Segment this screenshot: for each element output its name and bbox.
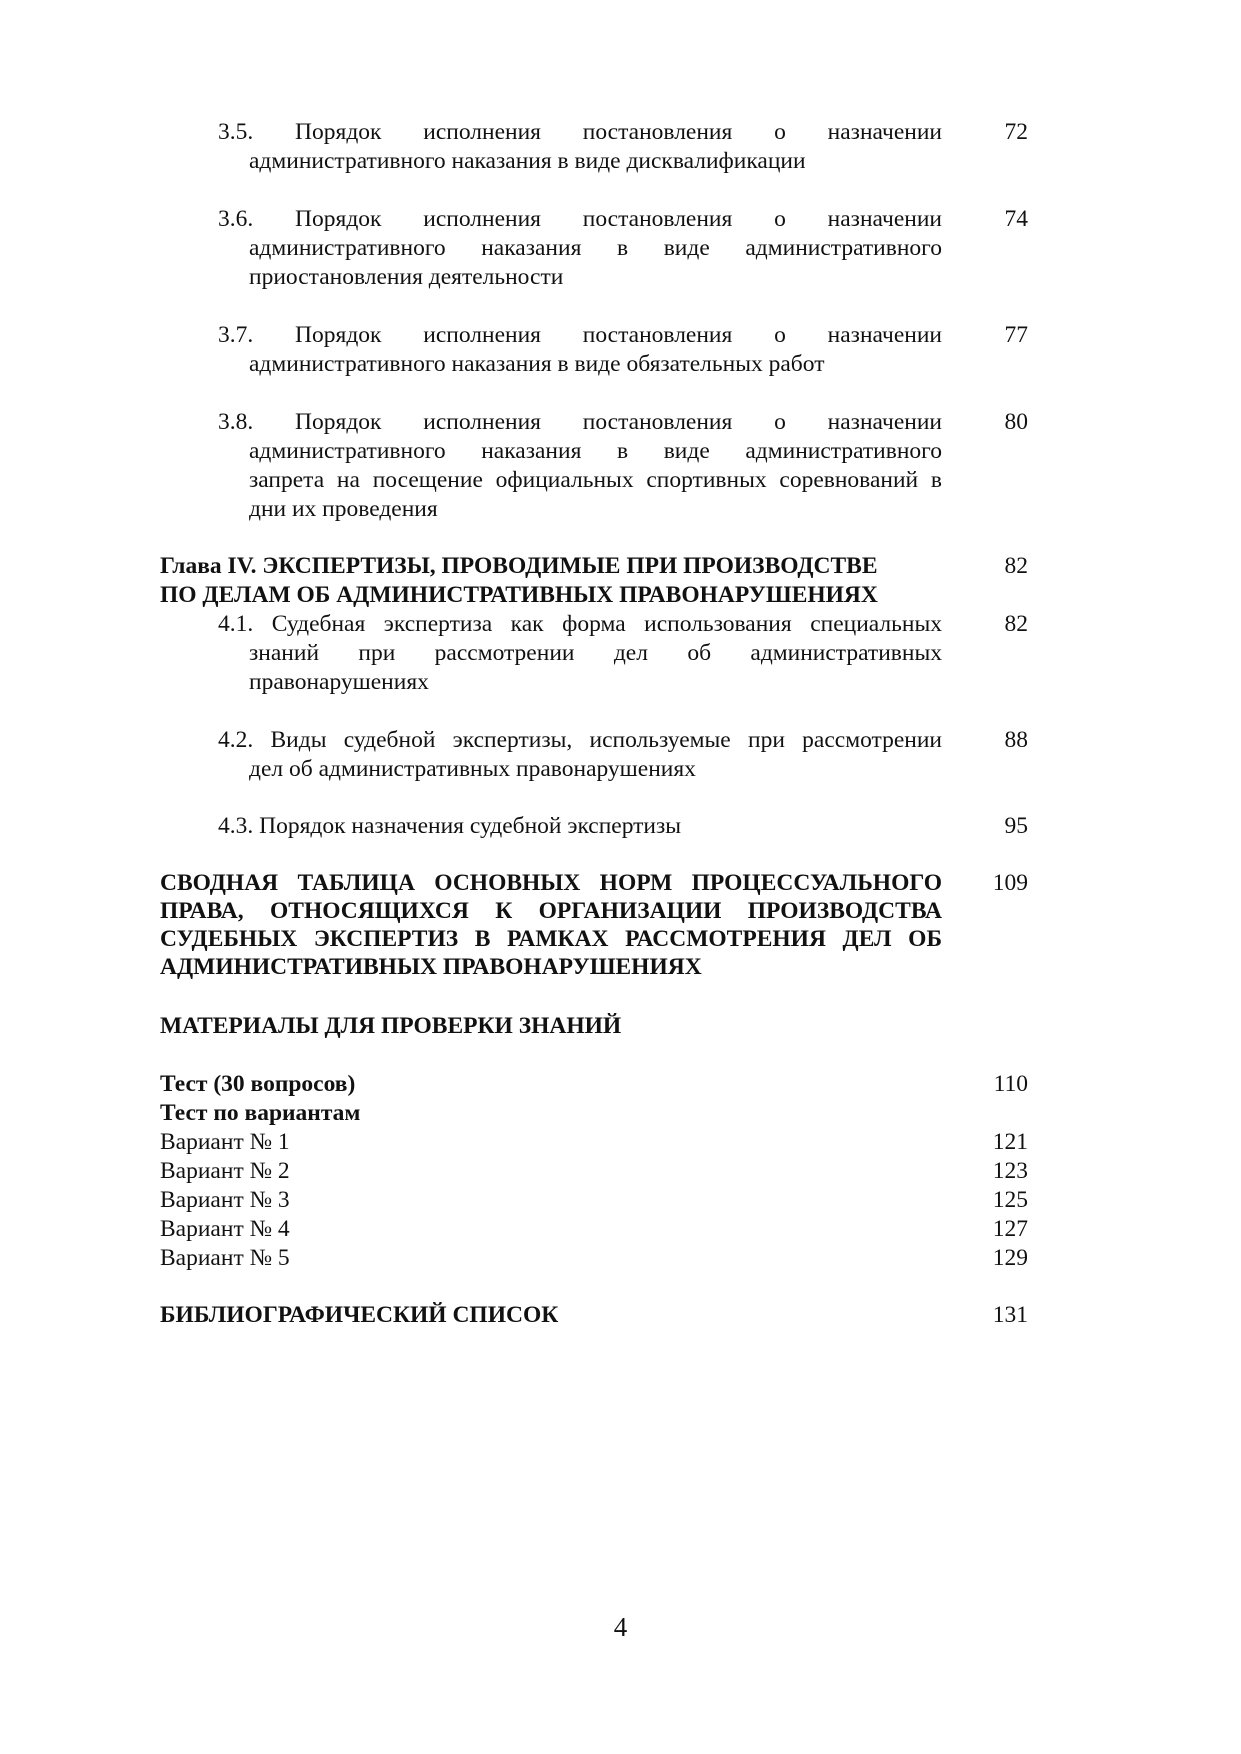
toc-page-number: 109 xyxy=(992,870,1028,896)
toc-page-number: 121 xyxy=(992,1129,1028,1155)
toc-chapter-title xyxy=(160,552,935,609)
toc-variant-label: Вариант № 3 xyxy=(160,1187,290,1213)
toc-page-number: 72 xyxy=(1004,119,1028,145)
toc-page-number: 77 xyxy=(1004,322,1028,348)
toc-entry-line: административного наказания в виде административного xyxy=(249,235,942,261)
toc-page-number: 80 xyxy=(1004,409,1028,435)
toc-entry-line: правонарушениях xyxy=(249,669,429,695)
toc-entry-line: 4.2. Виды судебной экспертизы, используемые при рассмотрении xyxy=(218,727,942,753)
toc-entry-line: ПО ДЕЛАМ ОБ АДМИНИСТРАТИВНЫХ ПРАВОНАРУШЕНИЯХ xyxy=(160,581,878,608)
toc-page-number: 127 xyxy=(992,1216,1028,1242)
toc-summary-title xyxy=(160,869,942,982)
toc-page-number: 131 xyxy=(992,1302,1028,1328)
toc-entry-line: 3.6. Порядок исполнения постановления о назначении xyxy=(218,206,942,232)
toc-page-number: 110 xyxy=(993,1071,1028,1097)
toc-page-number: 95 xyxy=(1004,813,1028,839)
toc-entry-line: административного наказания в виде дисквалификации xyxy=(249,148,806,174)
toc-entry-line: 4.3. Порядок назначения судебной экспертизы xyxy=(218,813,682,839)
toc-page-number: 88 xyxy=(1004,727,1028,753)
toc-page-number: 125 xyxy=(992,1187,1028,1213)
toc-variant-label: Вариант № 2 xyxy=(160,1158,290,1184)
toc-entry-line: административного наказания в виде обязательных работ xyxy=(249,351,825,377)
toc-entry-line: 3.8. Порядок исполнения постановления о назначении xyxy=(218,409,942,435)
toc-entry-line: АДМИНИСТРАТИВНЫХ ПРАВОНАРУШЕНИЯХ xyxy=(160,954,702,980)
toc-entry-line: знаний при рассмотрении дел об административных xyxy=(249,640,942,666)
toc-page-number: 129 xyxy=(992,1245,1028,1271)
toc-entry-line: административного наказания в виде административного xyxy=(249,438,942,464)
toc-page-number: 82 xyxy=(1004,553,1028,579)
toc-entry-line: запрета на посещение официальных спортивных соревнований в xyxy=(249,467,942,493)
page-number: 4 xyxy=(613,1612,628,1642)
toc-entry-line: приостановления деятельности xyxy=(249,264,564,290)
toc-entry-line: 3.5. Порядок исполнения постановления о назначении xyxy=(218,119,942,145)
toc-entry-line: СУДЕБНЫХ ЭКСПЕРТИЗ В РАМКАХ РАССМОТРЕНИЯ ДЕЛ ОБ xyxy=(160,926,942,952)
toc-variant-label: Вариант № 5 xyxy=(160,1245,290,1271)
toc-variant-label: Вариант № 4 xyxy=(160,1216,290,1242)
toc-test-title: Тест (30 вопросов) xyxy=(160,1071,356,1097)
toc-page-number: 82 xyxy=(1004,611,1028,637)
toc-variant-label: Вариант № 1 xyxy=(160,1129,290,1155)
toc-entry-line: Глава IV. ЭКСПЕРТИЗЫ, ПРОВОДИМЫЕ ПРИ ПРОИЗВОДСТВЕ xyxy=(160,553,878,579)
toc-entry-line: 3.7. Порядок исполнения постановления о назначении xyxy=(218,322,942,348)
toc-entry-line: СВОДНАЯ ТАБЛИЦА ОСНОВНЫХ НОРМ ПРОЦЕССУАЛЬНОГО xyxy=(160,870,942,896)
toc-test-variants-title: Тест по вариантам xyxy=(160,1100,361,1126)
toc-entry-line: ПРАВА, ОТНОСЯЩИХСЯ К ОРГАНИЗАЦИИ ПРОИЗВОДСТВА xyxy=(160,898,942,924)
toc-entry-line: 4.1. Судебная экспертиза как форма использования специальных xyxy=(218,611,942,637)
toc-entry-line: дел об административных правонарушениях xyxy=(249,756,696,782)
toc-page-number: 74 xyxy=(1004,206,1028,232)
toc-bibliography-title: БИБЛИОГРАФИЧЕСКИЙ СПИСОК xyxy=(160,1302,559,1328)
toc-entry-line: дни их проведения xyxy=(249,496,438,522)
toc-page-number: 123 xyxy=(992,1158,1028,1184)
toc-materials-title: МАТЕРИАЛЫ ДЛЯ ПРОВЕРКИ ЗНАНИЙ xyxy=(160,1013,622,1039)
